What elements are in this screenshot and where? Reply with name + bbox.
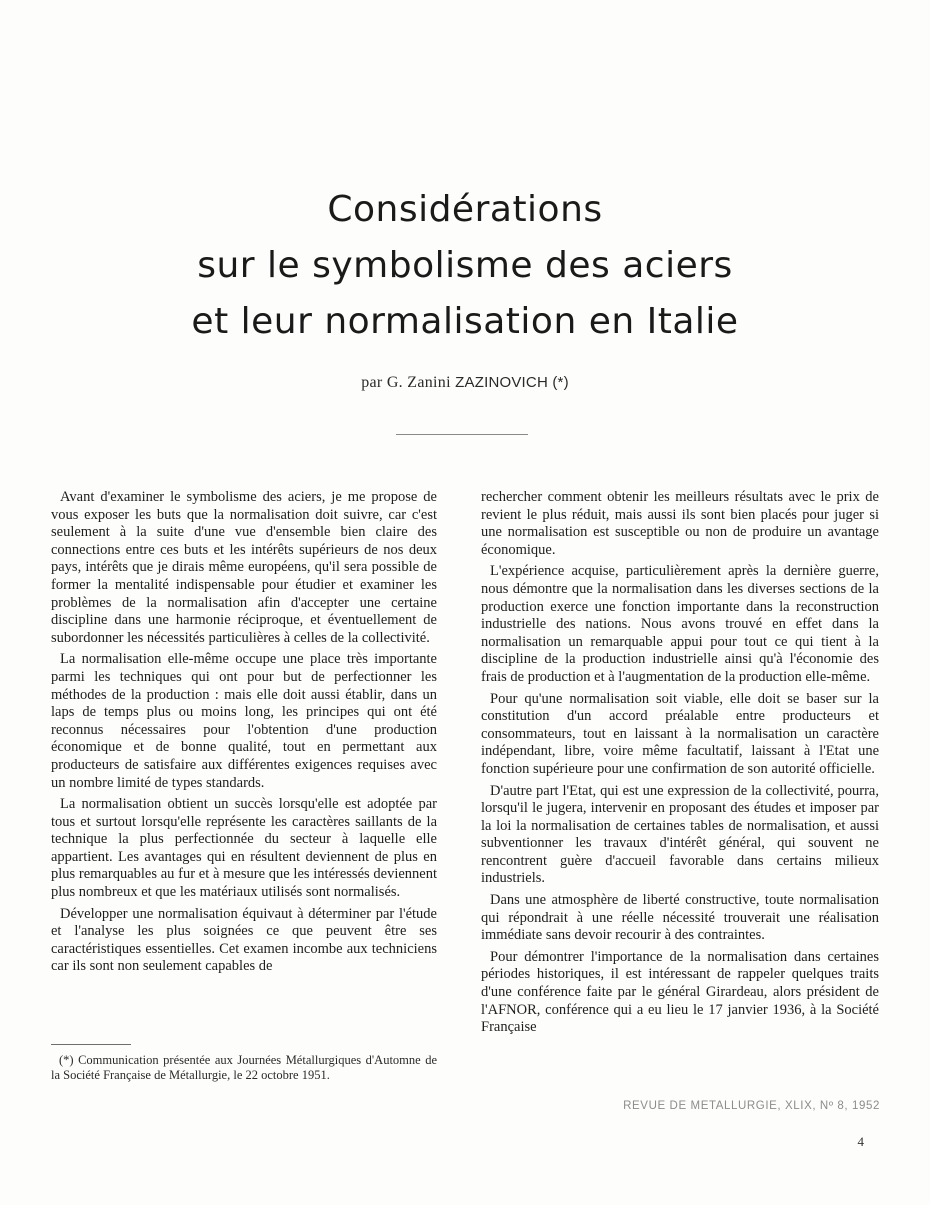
footnote: (*) Communication présentée aux Journées Métallurgiques d'Automne de la Société Française de Métallurgie, le 22 octobre 1951. bbox=[51, 1053, 437, 1082]
paragraph: Développer une normalisation équivaut à déterminer par l'étude et l'analyse les plus soignées ce que peuvent être ses caractéristiques essentielles. Cet examen incombe aux techniciens car ils sont non seulement capables de bbox=[51, 905, 437, 975]
footnote-separator-rule bbox=[51, 1044, 131, 1045]
paragraph: L'expérience acquise, particulièrement après la dernière guerre, nous démontre que la normalisation dans les diverses sections de la production exerce une fonction importante dans la reconstruction industrielle des nations. Nous avons trouvé en effet dans la normalisation un remarquable appui pour tout ce qui tient à la discipline de la production industrielle ainsi qu'à l'économie des frais de production et à l'augmentation de la production elle-même. bbox=[481, 563, 879, 685]
author-byline bbox=[0, 374, 930, 392]
paragraph: D'autre part l'Etat, qui est une expression de la collectivité, pourra, lorsqu'il le jugera, intervenir en proposant des études et imposer par la loi la normalisation de certaines tables de normalisation, et aussi subventionner les travaux d'intérêt général, qui souvent ne rencontrent guère d'accueil favorable dans certains milieux industriels. bbox=[481, 782, 879, 887]
author-name: ZAZINOVICH (*) bbox=[455, 374, 569, 391]
paragraph: La normalisation elle-même occupe une place très importante parmi les techniques qui ont pour but de perfectionner les méthodes de la production : mais elle doit aussi établir, dans un laps de temps plus ou moins long, les principes qui ont été reconnus nécessaires pour l'obtention d'une production économique et de bonne qualité, tout en permettant aux producteurs de satisfaire aux différentes exigences requises avec un nombre limité de types standards. bbox=[51, 651, 437, 791]
title-line-1: Considérations bbox=[327, 189, 603, 230]
left-text-column bbox=[51, 489, 437, 980]
right-text-column bbox=[481, 489, 879, 1041]
article-title bbox=[0, 182, 930, 350]
title-line-3: et leur normalisation en Italie bbox=[191, 301, 739, 342]
paragraph: Dans une atmosphère de liberté constructive, toute normalisation qui répondrait à une réelle nécessité trouverait une réalisation immédiate sans devoir recourir à des contraintes. bbox=[481, 892, 879, 944]
journal-running-footer: REVUE DE METALLURGIE, XLIX, Nº 8, 1952 bbox=[623, 1100, 880, 1112]
title-line-2: sur le symbolisme des aciers bbox=[197, 245, 733, 286]
paragraph: Pour démontrer l'importance de la normalisation dans certaines périodes historiques, il est intéressant de rappeler quelques traits d'une conférence faite par le général Girardeau, alors président de l'AFNOR, conférence qui a eu lieu le 17 janvier 1936, à la Société Française bbox=[481, 948, 879, 1036]
byline-prefix: par G. Zanini bbox=[361, 374, 451, 391]
paragraph: Avant d'examiner le symbolisme des aciers, je me propose de vous exposer les buts que la normalisation doit suivre, car c'est seulement à la suite d'une vue d'ensemble bien claire des connections entre ces buts et les intérêts supérieurs de nos deux pays, intérêts que je dirais même européens, qu'il sera possible de former la mentalité indispensable pour étudier et examiner les problèmes de la normalisation afin d'accepter une certaine discipline dans une harmonie réciproque, et éventuellement de subordonner les nécessités particulières à celles de la collectivité. bbox=[51, 489, 437, 646]
paragraph: Pour qu'une normalisation soit viable, elle doit se baser sur la constitution d'un accord préalable entre producteurs et consommateurs, tout en laissant à la normalisation un caractère indépendant, libre, voire même facultatif, laissant à l'Etat une fonction supérieure pour une confirmation de son autorité officielle. bbox=[481, 690, 879, 777]
title-separator-rule bbox=[396, 434, 528, 435]
paragraph: rechercher comment obtenir les meilleurs résultats avec le prix de revient le plus réduit, mais aussi ils sont bien placés pour juger si une normalisation est susceptible ou non de produire un avantage économique. bbox=[481, 489, 879, 558]
paragraph: La normalisation obtient un succès lorsqu'elle est adoptée par tous et surtout lorsqu'elle représente les caractères saillants de la technique la plus perfectionnée du secteur à laquelle elle appartient. Les avantages qui en résultent deviennent de plus en plus remarquables au fur et à mesure que les intéressés deviennent plus nombreux et que les matériaux utilisés sont normalisés. bbox=[51, 796, 437, 901]
page-number: 4 bbox=[857, 1134, 864, 1149]
